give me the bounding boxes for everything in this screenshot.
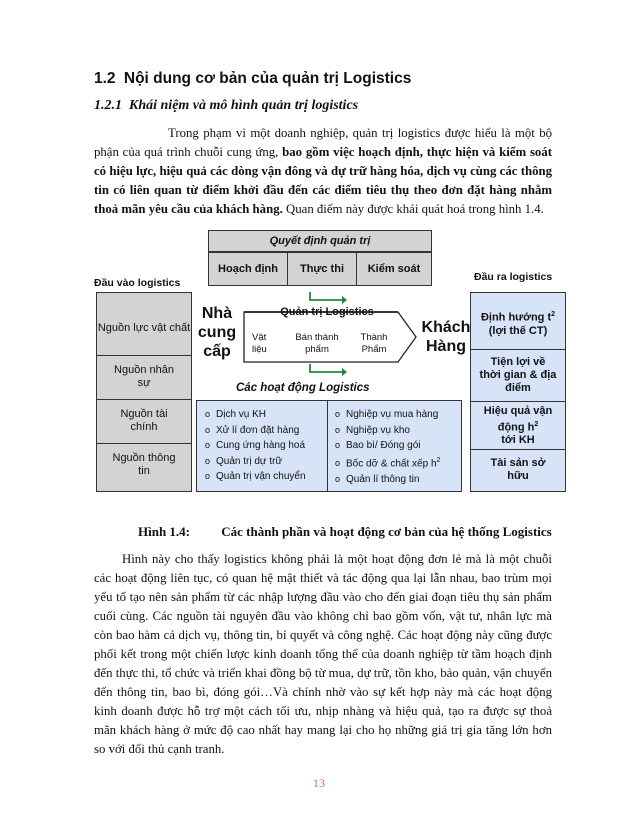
activities-right-list <box>335 407 440 487</box>
figure-caption <box>138 524 552 540</box>
output-divider <box>471 349 565 350</box>
caption-text: Các thành phần và hoạt động cơ bản của hệ thống Logistics <box>221 524 552 539</box>
output-divider <box>471 401 565 402</box>
output-item-sup: 2 <box>534 420 539 428</box>
activity-item: o Nghiệp vụ kho <box>335 423 440 439</box>
activity-item: o Nghiệp vụ mua hàng <box>335 407 440 423</box>
activity-item: o Bao bì/ Đóng gói <box>335 438 440 454</box>
green-arrow-icon <box>308 290 348 304</box>
customer-label: Khách Hàng <box>421 319 471 355</box>
activity-item: o Xử lí đơn đặt hàng <box>205 423 306 439</box>
page-number: 13 <box>313 776 325 790</box>
activities-divider <box>327 401 328 491</box>
body-paragraph-text: Hình này cho thấy logistics không phải là một hoạt động đơn lẻ mà là một chuỗi các hoạt động liên tục, có quan hệ mật thiết và tác động qua lại lẫn nhau, bao trùm mọi yếu tố tạo nên sản phẩm từ các nhập lượng đầu vào cho đến giai đoạn tiêu thụ sản phẩm cuối cùng. Các nguồn tài nguyên đầu vào không chỉ bao gồm vốn, vật tư, nhân lực mà còn bao hàm cả dịch vụ, thông tin, bí quyết và công nghệ. Các hoạt động này cũng được phối kết trong một chiến lược kinh doanh tổng thể của doanh nghiệp từ tầm hoạch định đến thực thi, tổ chức và triển khai đồng bộ từ mua, dự trữ, tồn kho, bảo quản, vận chuyển đến thông tin, bao bì, đóng gói…Và chính nhờ vào sự kết hợp này mà các hoạt động kinh doanh được hỗ trợ một cách tối ưu, nhịp nhàng và hiệu quả, tạo ra được sự thoả mãn khách hàng ở mức độ cao nhất hay mang lại cho họ những giá trị gia tăng lớn hơn so với đối thủ cạnh tranh. <box>94 552 552 756</box>
activities-box <box>196 400 462 492</box>
activity-item: o Quản trị vận chuyển <box>205 469 306 485</box>
activity-item: o Cung ứng hàng hoá <box>205 438 306 454</box>
subsection-number: 1.2.1 <box>94 98 122 113</box>
input-title: Đầu vào logistics <box>94 277 181 289</box>
input-divider <box>97 443 191 444</box>
arrow-item: Thành Phẩm <box>360 332 388 355</box>
decision-item: Kiểm soát <box>367 263 421 275</box>
output-item-text2: tới KH <box>501 434 535 447</box>
activities-title: Các hoạt động Logistics <box>236 382 370 394</box>
input-item: Nguồn tài chính <box>120 408 168 433</box>
input-item: Nguồn nhân sự <box>114 364 174 389</box>
input-box <box>96 292 192 492</box>
output-item-sup: 2 <box>551 311 556 319</box>
output-item: Tài sản sở hữu <box>490 457 546 482</box>
output-divider <box>471 449 565 450</box>
section-title: Nội dung cơ bản của quản trị Logistics <box>123 70 412 87</box>
activity-item-text: Bốc dỡ & chất xếp h <box>346 458 437 470</box>
activity-item-sup: 2 <box>436 456 441 464</box>
arrow-item: Vật liệu <box>252 332 267 355</box>
subsection-title: Khái niệm và mô hình quản trị logistics <box>129 98 359 113</box>
activity-item: o Quản trị dự trữ <box>205 454 306 470</box>
input-item: Nguồn thông tin <box>112 452 176 477</box>
activity-item: o Dịch vụ KH <box>205 407 306 423</box>
decision-title: Quyết định quản trị <box>208 230 432 252</box>
output-item <box>471 303 565 343</box>
output-item: Tiện lợi về thời gian & địa điểm <box>479 355 557 394</box>
input-divider <box>97 399 191 400</box>
output-title: Đầu ra logistics <box>474 271 553 283</box>
output-item-text: Hiệu quả vận động h <box>483 404 553 434</box>
decision-item: Hoạch định <box>209 253 288 285</box>
activity-item: o Quản lí thông tin <box>335 472 440 488</box>
body-paragraph <box>94 550 552 759</box>
arrow-title: Quản trị Logistics <box>280 306 374 318</box>
section-number: 1.2 <box>94 70 116 87</box>
supplier-label: Nhà cung cấp <box>197 304 237 360</box>
output-item-text: Định hướng t <box>480 311 552 324</box>
intro-text-2: Quan điểm này được khái quát hoá trong hình 1.4. <box>282 202 544 216</box>
output-box <box>470 292 566 492</box>
green-arrow-icon <box>308 362 348 376</box>
arrow-item: Bán thành phẩm <box>295 332 339 355</box>
intro-text-bold: bao gồm việc hoạch định, thực hiện và kiểm soát có hiệu lực, hiệu quả các dòng vận đông và dự trữ hàng hóa, dịch vụ cùng các thông tin có liên quan từ điểm khởi đầu đến các điểm tiêu thụ theo đơn đặt hàng nhằm thoả mãn yêu cầu của khách hàng. <box>94 145 552 216</box>
activities-left-list <box>205 407 306 485</box>
intro-text-1: Trong phạm vi một doanh nghiệp, quản trị logistics được hiểu là một bộ phận của quá trình chuỗi cung ứng, <box>94 126 552 159</box>
output-item <box>475 405 561 447</box>
activity-item <box>335 454 440 472</box>
input-item: Nguồn lực vật chất <box>97 321 191 334</box>
caption-number: Hình 1.4: <box>138 524 191 539</box>
output-item-text2: (lợi thế CT) <box>488 324 548 337</box>
decision-box <box>208 252 432 286</box>
decision-item: Thực thi <box>288 253 357 285</box>
input-divider <box>97 355 191 356</box>
